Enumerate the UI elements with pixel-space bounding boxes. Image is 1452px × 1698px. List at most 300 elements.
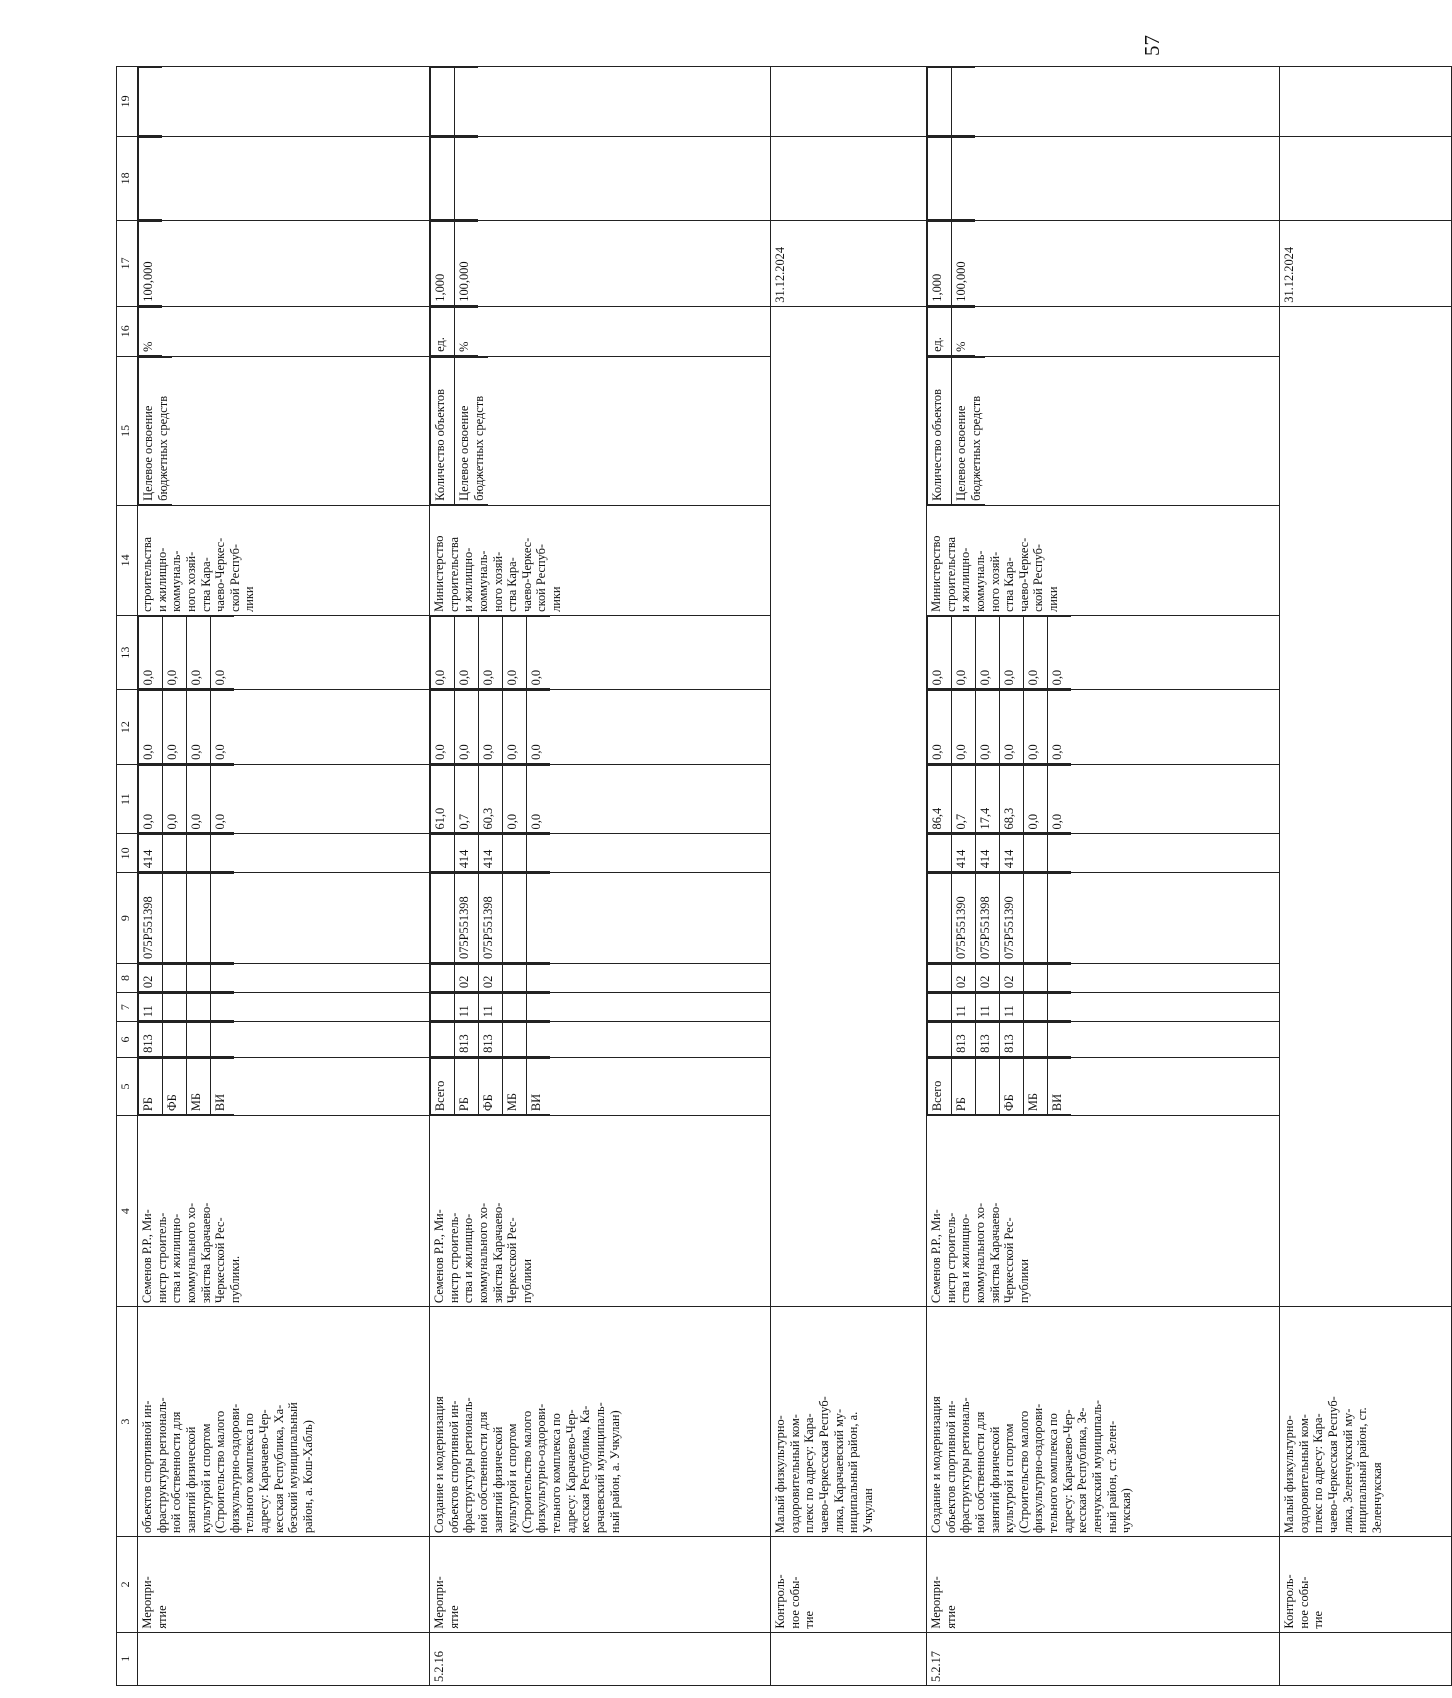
financing-col-c8: [927, 963, 1280, 992]
header-cell: 14: [117, 505, 138, 615]
indicator-cell-c16: %: [455, 307, 479, 355]
financing-row: [1048, 835, 1072, 872]
financing-cell-c13: 0,0: [211, 616, 235, 688]
financing-row: [479, 994, 503, 1021]
financing-row: [455, 765, 479, 833]
indicator-cell-c19: [139, 68, 163, 136]
financing-cell-c6: [1048, 1023, 1072, 1057]
financing-col-c6: [927, 1022, 1280, 1058]
financing-col-c6: [138, 1022, 430, 1058]
financing-row: [431, 691, 455, 763]
financing-row: [1048, 994, 1072, 1021]
financing-row: [187, 835, 211, 872]
financing-cell-c12: 0,0: [503, 691, 527, 763]
header-cell: 15: [117, 356, 138, 505]
financing-row: [928, 1023, 952, 1057]
financing-cell-c5: Всего: [928, 1058, 952, 1114]
indicator-cell-c16: ед.: [928, 307, 952, 355]
indicator-col-c15: [138, 356, 430, 505]
financing-col-c10: [430, 834, 771, 873]
header-cell: 16: [117, 306, 138, 356]
financing-row: [928, 874, 952, 963]
financing-cell-c11: 0,0: [139, 765, 163, 833]
indicator-cell-c17: 1,000: [928, 221, 952, 305]
responsible-cell: Семенов Р.Р., Ми- нистр строитель- ства и жилищно- коммунального хо- зяйства Карачаево- Черкесской Рес- публики: [927, 1116, 1280, 1307]
indicator-nested-table: [430, 357, 488, 505]
financing-cell-c5: МБ: [187, 1058, 211, 1114]
financing-row: [527, 765, 551, 833]
financing-cell-c13: 0,0: [503, 616, 527, 688]
indicator-nested-table: [927, 221, 975, 306]
financing-row: [1024, 994, 1048, 1021]
financing-cell-c8: 02: [139, 964, 163, 991]
financing-row: [952, 835, 976, 872]
indicator-nested-table: [138, 357, 172, 505]
financing-cell-c12: 0,0: [928, 691, 952, 763]
financing-cell-c11: 0,0: [163, 765, 187, 833]
financing-row: [431, 1058, 455, 1114]
header-cell: 3: [117, 1307, 138, 1537]
financing-cell-c6: [187, 1023, 211, 1057]
financing-cell-c7: [928, 994, 952, 1021]
header-cell: 1: [117, 1632, 138, 1685]
item-number-cell: [771, 1632, 927, 1685]
financing-row: [211, 1058, 235, 1114]
indicator-cell-c19: [928, 68, 952, 136]
financing-cell-c11: 60,3: [479, 765, 503, 833]
financing-cell-c10: [527, 835, 551, 872]
financing-nested-table: [927, 690, 1071, 763]
financing-cell-c10: 414: [976, 835, 1000, 872]
financing-row: [1024, 835, 1048, 872]
financing-row: [952, 691, 976, 763]
financing-col-c11: [927, 764, 1280, 834]
header-cell: 4: [117, 1116, 138, 1307]
financing-row: [527, 835, 551, 872]
financing-cell-c11: 0,0: [527, 765, 551, 833]
financing-row: [479, 1023, 503, 1057]
empty-cell: [771, 136, 927, 220]
indicator-col-c16: [138, 306, 430, 356]
financing-cell-c5: [976, 1058, 1000, 1114]
financing-row: [163, 1023, 187, 1057]
header-cell: 7: [117, 993, 138, 1022]
financing-cell-c7: 11: [976, 994, 1000, 1021]
indicator-col-c16: [927, 306, 1280, 356]
financing-cell-c7: [211, 994, 235, 1021]
financing-row: [211, 691, 235, 763]
financing-nested-table: [927, 1022, 1071, 1057]
financing-cell-c6: 813: [479, 1023, 503, 1057]
financing-col-c13: [927, 615, 1280, 689]
financing-row: [479, 765, 503, 833]
financing-cell-c6: [527, 1023, 551, 1057]
financing-row: [1000, 835, 1024, 872]
indicator-col-c18: [927, 136, 1280, 220]
indicator-col-c16: [430, 306, 771, 356]
header-cell: 10: [117, 834, 138, 873]
financing-row: [431, 835, 455, 872]
financing-row: [1024, 765, 1048, 833]
table-row: [138, 67, 430, 1686]
financing-row: [211, 874, 235, 963]
indicator-row: [952, 221, 976, 305]
financing-cell-c6: [503, 1023, 527, 1057]
financing-cell-c9: [503, 874, 527, 963]
financing-nested-table: [138, 993, 234, 1021]
financing-cell-c6: 813: [139, 1023, 163, 1057]
type-cell: Меропри- ятие: [430, 1537, 771, 1633]
table-row: [1280, 67, 1452, 1686]
item-number-cell: 5.2.17: [927, 1632, 1280, 1685]
indicator-cell-c15: Целевое освоение бюджетных средств: [455, 357, 489, 504]
description-cell: Малый физкультурно- оздоровительный ком- плекс по адресу: Кара- чаево-Черкесская Респуб- лика, Зеленчукский му- ниципальный район, ст. Зеленчукская: [1280, 1307, 1452, 1537]
indicator-cell-c16: %: [952, 307, 976, 355]
financing-cell-c7: [503, 994, 527, 1021]
executor-cell: строительства и жилищно- коммуналь- ного хозяй- ства Кара- чаево-Черкес- ской Респуб- лики: [138, 505, 430, 615]
financing-cell-c11: 68,3: [1000, 765, 1024, 833]
financing-cell-c12: 0,0: [455, 691, 479, 763]
financing-col-c12: [430, 690, 771, 764]
financing-cell-c5: ВИ: [1048, 1058, 1072, 1114]
indicator-row: [139, 357, 173, 504]
financing-cell-c12: 0,0: [952, 691, 976, 763]
financing-cell-c12: 0,0: [187, 691, 211, 763]
financing-cell-c12: 0,0: [1024, 691, 1048, 763]
indicator-cell-c19: [952, 68, 976, 136]
financing-cell-c5: Всего: [431, 1058, 455, 1114]
financing-cell-c7: 11: [455, 994, 479, 1021]
financing-cell-c7: [1024, 994, 1048, 1021]
indicator-cell-c16: ед.: [431, 307, 455, 355]
financing-row: [479, 616, 503, 688]
indicator-row: [928, 307, 952, 355]
financing-row: [976, 616, 1000, 688]
financing-col-c7: [430, 993, 771, 1022]
table-row: [430, 67, 771, 1686]
financing-row: [928, 964, 952, 991]
financing-row: [1048, 765, 1072, 833]
indicator-cell-c18: [139, 137, 163, 219]
indicator-row: [431, 137, 455, 219]
financing-cell-c8: [163, 964, 187, 991]
indicator-nested-table: [430, 221, 478, 306]
financing-row: [952, 964, 976, 991]
financing-cell-c10: 414: [479, 835, 503, 872]
financing-row: [1024, 874, 1048, 963]
financing-cell-c9: [187, 874, 211, 963]
indicator-cell-c17: 1,000: [431, 221, 455, 305]
financing-nested-table: [927, 834, 1071, 872]
financing-row: [527, 964, 551, 991]
financing-row: [1000, 964, 1024, 991]
financing-row: [139, 835, 163, 872]
financing-row: [503, 1058, 527, 1114]
financing-row: [1024, 1058, 1048, 1114]
financing-row: [431, 874, 455, 963]
financing-row: [163, 691, 187, 763]
financing-cell-c11: 0,0: [1048, 765, 1072, 833]
financing-cell-c6: [211, 1023, 235, 1057]
financing-row: [455, 874, 479, 963]
financing-nested-table: [138, 765, 234, 834]
financing-col-c10: [138, 834, 430, 873]
financing-col-c12: [138, 690, 430, 764]
financing-nested-table: [138, 616, 234, 689]
financing-row: [1048, 1023, 1072, 1057]
financing-row: [187, 1058, 211, 1114]
financing-cell-c10: [163, 835, 187, 872]
header-cell: 13: [117, 615, 138, 689]
financing-row: [139, 1058, 163, 1114]
financing-cell-c10: 414: [952, 835, 976, 872]
financing-row: [527, 1058, 551, 1114]
financing-row: [187, 691, 211, 763]
financing-row: [479, 964, 503, 991]
financing-cell-c7: [527, 994, 551, 1021]
financing-cell-c13: 0,0: [139, 616, 163, 688]
financing-cell-c5: ВИ: [527, 1058, 551, 1114]
financing-row: [139, 1023, 163, 1057]
financing-cell-c9: [211, 874, 235, 963]
financing-row: [431, 765, 455, 833]
financing-cell-c12: 0,0: [163, 691, 187, 763]
financing-row: [952, 1023, 976, 1057]
financing-cell-c7: [431, 994, 455, 1021]
financing-cell-c12: 0,0: [527, 691, 551, 763]
header-cell: 17: [117, 220, 138, 306]
indicator-col-c19: [927, 67, 1280, 137]
financing-col-c8: [138, 963, 430, 992]
financing-row: [187, 765, 211, 833]
program-table: [116, 66, 1452, 1686]
financing-col-c9: [138, 873, 430, 964]
financing-nested-table: [138, 834, 234, 872]
financing-col-c7: [138, 993, 430, 1022]
financing-cell-c9: [527, 874, 551, 963]
financing-row: [1048, 964, 1072, 991]
financing-cell-c9: 075P551398: [455, 874, 479, 963]
indicator-row: [431, 307, 455, 355]
financing-cell-c11: 86,4: [928, 765, 952, 833]
financing-col-c6: [430, 1022, 771, 1058]
financing-cell-c6: 813: [976, 1023, 1000, 1057]
indicator-nested-table: [430, 137, 478, 220]
financing-nested-table: [927, 964, 1071, 992]
financing-row: [211, 994, 235, 1021]
financing-row: [1024, 616, 1048, 688]
indicator-col-c17: [430, 220, 771, 306]
financing-row: [503, 874, 527, 963]
header-cell: 5: [117, 1057, 138, 1115]
header-cell: 18: [117, 136, 138, 220]
financing-cell-c13: 0,0: [187, 616, 211, 688]
description-cell: объектов спортивной ин- фраструктуры региональ- ной собственности для занятий физической культурой и спортом (Строительство малого физкультурно-оздорови- тельного комплекса по адресу: Карачаево-Чер- кесская Республика, Ха- безский муниципальный район, а. Кош-Хабль): [138, 1307, 430, 1537]
indicator-cell-c17: 100,000: [952, 221, 976, 305]
indicator-row: [928, 221, 952, 305]
indicator-col-c15: [430, 356, 771, 505]
indicator-nested-table: [430, 307, 478, 356]
financing-nested-table: [927, 616, 1071, 689]
financing-row: [455, 616, 479, 688]
financing-row: [163, 835, 187, 872]
responsible-cell: Семенов Р.Р., Ми- нистр строитель- ства и жилищно- коммунального хо- зяйства Карачаево- Черкесской Рес- публики: [430, 1116, 771, 1307]
financing-cell-c11: 0,0: [1024, 765, 1048, 833]
header-cell: 8: [117, 963, 138, 992]
page-number: 57: [1140, 35, 1164, 56]
financing-row: [1000, 1058, 1024, 1114]
financing-row: [163, 964, 187, 991]
financing-cell-c5: ВИ: [211, 1058, 235, 1114]
financing-col-c7: [927, 993, 1280, 1022]
financing-cell-c11: 0,7: [455, 765, 479, 833]
financing-row: [976, 874, 1000, 963]
financing-col-c8: [430, 963, 771, 992]
financing-cell-c12: 0,0: [139, 691, 163, 763]
financing-cell-c10: [211, 835, 235, 872]
indicator-cell-c15: Количество объектов: [928, 357, 952, 504]
financing-cell-c13: 0,0: [431, 616, 455, 688]
financing-cell-c9: 075P551390: [1000, 874, 1024, 963]
financing-cell-c6: 813: [952, 1023, 976, 1057]
financing-cell-c9: [1024, 874, 1048, 963]
financing-row: [503, 835, 527, 872]
indicator-cell-c15: Целевое освоение бюджетных средств: [139, 357, 173, 504]
indicator-cell-c18: [431, 137, 455, 219]
indicator-row: [952, 357, 986, 504]
financing-nested-table: [138, 1058, 234, 1115]
indicator-row: [455, 357, 489, 504]
indicator-row: [455, 221, 479, 305]
financing-nested-table: [927, 873, 1071, 963]
financing-cell-c12: 0,0: [479, 691, 503, 763]
financing-cell-c5: МБ: [1024, 1058, 1048, 1114]
financing-cell-c6: [431, 1023, 455, 1057]
financing-row: [1024, 964, 1048, 991]
item-number-cell: 5.2.16: [430, 1632, 771, 1685]
financing-cell-c11: 0,7: [952, 765, 976, 833]
financing-row: [479, 835, 503, 872]
financing-cell-c10: 414: [139, 835, 163, 872]
header-cell: 2: [117, 1537, 138, 1633]
financing-row: [139, 616, 163, 688]
financing-row: [1000, 616, 1024, 688]
financing-row: [1024, 1023, 1048, 1057]
financing-cell-c8: [1024, 964, 1048, 991]
financing-cell-c12: 0,0: [1000, 691, 1024, 763]
financing-cell-c12: 0,0: [976, 691, 1000, 763]
financing-cell-c9: 075P551398: [479, 874, 503, 963]
financing-row: [1000, 1023, 1024, 1057]
empty-cell: [1280, 67, 1452, 137]
financing-row: [1000, 765, 1024, 833]
financing-row: [1048, 1058, 1072, 1114]
financing-nested-table: [430, 1022, 550, 1057]
financing-row: [211, 765, 235, 833]
financing-row: [139, 994, 163, 1021]
financing-row: [455, 964, 479, 991]
date-cell: 31.12.2024: [1280, 220, 1452, 306]
indicator-cell-c16: %: [139, 307, 163, 355]
financing-cell-c5: ФБ: [479, 1058, 503, 1114]
indicator-row: [952, 137, 976, 219]
financing-row: [527, 616, 551, 688]
financing-cell-c8: [187, 964, 211, 991]
financing-row: [431, 616, 455, 688]
financing-row: [139, 765, 163, 833]
financing-nested-table: [430, 765, 550, 834]
financing-row: [976, 1058, 1000, 1114]
financing-row: [503, 765, 527, 833]
financing-row: [952, 994, 976, 1021]
financing-cell-c11: 61,0: [431, 765, 455, 833]
financing-row: [976, 765, 1000, 833]
financing-row: [1048, 874, 1072, 963]
financing-row: [928, 1058, 952, 1114]
indicator-cell-c15: Целевое освоение бюджетных средств: [952, 357, 986, 504]
financing-nested-table: [430, 690, 550, 763]
indicator-row: [139, 221, 163, 305]
indicator-cell-c19: [431, 68, 455, 136]
type-cell: Меропри- ятие: [927, 1537, 1280, 1633]
financing-cell-c6: [928, 1023, 952, 1057]
financing-nested-table: [430, 616, 550, 689]
financing-row: [455, 994, 479, 1021]
executor-cell: Министерство строительства и жилищно- коммуналь- ного хозяй- ства Кара- чаево-Черкес- ской Респуб- лики: [430, 505, 771, 615]
financing-row: [503, 1023, 527, 1057]
financing-cell-c7: 11: [952, 994, 976, 1021]
financing-row: [211, 616, 235, 688]
financing-row: [928, 765, 952, 833]
financing-cell-c13: 0,0: [952, 616, 976, 688]
financing-row: [503, 964, 527, 991]
financing-cell-c13: 0,0: [479, 616, 503, 688]
financing-cell-c11: 0,0: [503, 765, 527, 833]
financing-cell-c8: [503, 964, 527, 991]
indicator-col-c19: [430, 67, 771, 137]
financing-row: [1000, 691, 1024, 763]
indicator-col-c18: [138, 136, 430, 220]
type-cell: Меропри- ятие: [138, 1537, 430, 1633]
financing-nested-table: [927, 1058, 1071, 1115]
financing-cell-c13: 0,0: [1024, 616, 1048, 688]
financing-cell-c10: [187, 835, 211, 872]
table-row: [927, 67, 1280, 1686]
financing-row: [479, 1058, 503, 1114]
financing-cell-c12: 0,0: [431, 691, 455, 763]
financing-row: [527, 994, 551, 1021]
financing-row: [455, 835, 479, 872]
financing-row: [976, 964, 1000, 991]
financing-cell-c8: [928, 964, 952, 991]
financing-cell-c7: [187, 994, 211, 1021]
financing-row: [139, 874, 163, 963]
financing-row: [1048, 691, 1072, 763]
financing-row: [211, 1023, 235, 1057]
indicator-row: [455, 137, 479, 219]
financing-cell-c9: 075P551398: [976, 874, 1000, 963]
financing-nested-table: [138, 873, 234, 963]
indicator-row: [139, 68, 163, 136]
indicator-cell-c18: [455, 137, 479, 219]
responsible-cell: Семенов Р.Р., Ми- нистр строитель- ства и жилищно- коммунального хо- зяйства Карачаево- Черкесской Рес- публики.: [138, 1116, 430, 1307]
financing-row: [928, 616, 952, 688]
financing-cell-c5: ФБ: [163, 1058, 187, 1114]
financing-row: [527, 874, 551, 963]
financing-cell-c8: 02: [455, 964, 479, 991]
financing-col-c12: [927, 690, 1280, 764]
header-cell: 19: [117, 67, 138, 137]
